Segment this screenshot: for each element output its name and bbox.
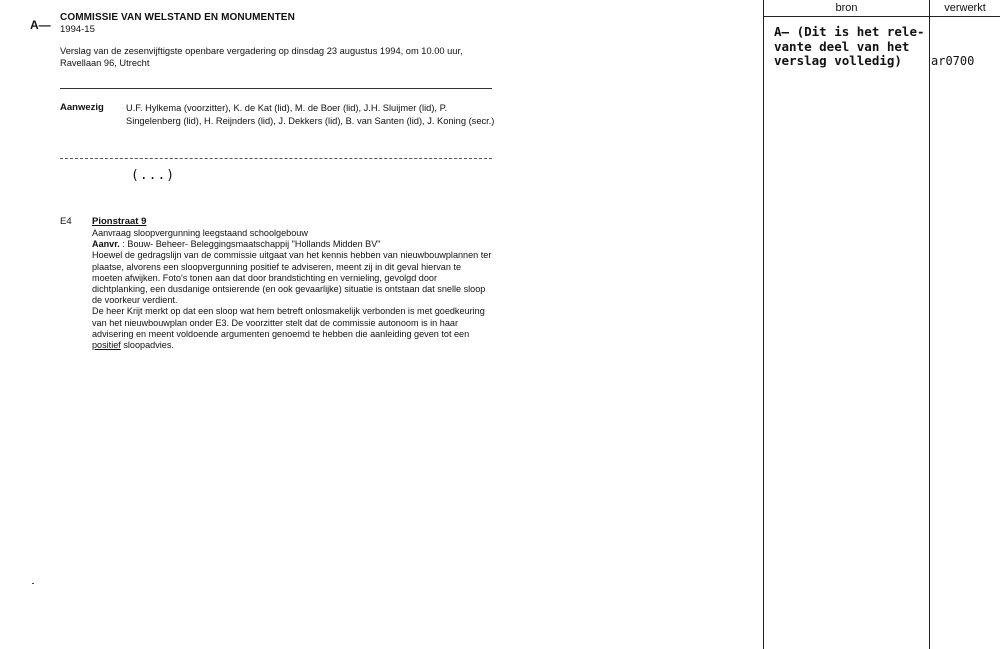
- paragraph-2-end: sloopadvies.: [120, 340, 174, 351]
- agenda-item-code: E4: [60, 216, 72, 227]
- agenda-item-title: Pionstraat 9: [92, 216, 147, 227]
- paragraph-2-text: De heer Krijt merkt op dat een sloop wat hem betreft onlosmakelijk verbonden is met goedkeuring van het nieuwbouwplan onder E3. De voorzitter stelt dat de commissie autonoom is in haar advisering en meent voldoende argumenten genoemd te hebben die aanleiding geven tot een: [92, 306, 485, 339]
- document-title: COMMISSIE VAN WELSTAND EN MONUMENTEN: [60, 12, 295, 23]
- applicant-label: Aanvr.: [92, 239, 120, 250]
- meeting-intro: Verslag van de zesenvijftigste openbare vergadering op dinsdag 23 augustus 1994, om 10.00 uur, Ravellaan 96, Utrecht: [60, 46, 463, 68]
- verwerkt-column-header: verwerkt: [944, 2, 986, 14]
- document-marker: A—: [30, 18, 51, 32]
- omission-marker: (...): [131, 168, 176, 183]
- applicant-line: [92, 239, 492, 250]
- header-rule: [763, 16, 1000, 17]
- item-paragraph-2: [92, 306, 492, 351]
- bron-column-header: bron: [835, 2, 858, 14]
- divider-top: [60, 88, 492, 89]
- agenda-item-subject: Aanvraag sloopvergunning leegstaand schoolgebouw: [92, 228, 308, 238]
- column-rule-right: [929, 0, 930, 649]
- paragraph-2-emphasis: positief: [92, 340, 121, 351]
- item-paragraph-1: Hoewel de gedragslijn van de commissie uitgaat van het kennis hebben van nieuwbouwplannen ter plaatse, alvorens een sloopvergunning positief te adviseren, meent zij in dit geval hiervan te moeten afwijken. Foto's tonen aan dat door brandstichting en vernieling, gevolgd door dichtplanking, een dusdanige ontsierende (en ook gevaarlijke) situatie is ontstaan dat snelle sloop de voorkeur verdient.: [92, 250, 492, 306]
- verwerkt-code: ar0700: [931, 54, 975, 68]
- agenda-item-body: [92, 228, 492, 351]
- divider-bottom: [60, 158, 492, 159]
- applicant-value: : Bouw- Beheer- Beleggingsmaatschappij "Hollands Midden BV": [122, 239, 381, 250]
- scan-speck: [32, 583, 34, 584]
- attendees-list: U.F. Hylkema (voorzitter), K. de Kat (lid), M. de Boer (lid), J.H. Sluijmer (lid), P. Singelenberg (lid), H. Reijnders (lid), J. Dekkers (lid), B. van Santen (lid), J. Koning (secr.): [126, 103, 495, 126]
- document-year: 1994-15: [60, 24, 95, 35]
- column-rule-left: [763, 0, 764, 649]
- attendees-label: Aanwezig: [60, 102, 104, 113]
- bron-note: A— (Dit is het rele- vante deel van het verslag volledig): [774, 24, 925, 68]
